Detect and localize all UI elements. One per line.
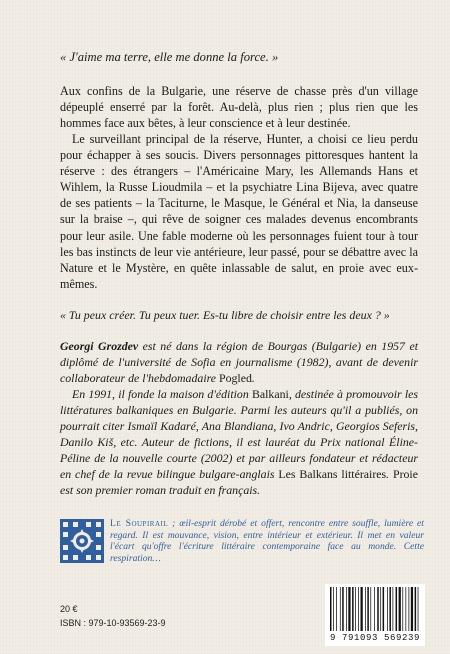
bio-text: est né dans la région de Bourgas (Bulgarie) en 1957 et diplômé de l'université de Sofia en journalisme (1982), avant de devenir collaborateur de l'hebdomadaire xyxy=(60,339,418,385)
summary-paragraph-2: Le surveillant principal de la réserve, Hunter, a choisi ce lieu perdu pour échapper à ses soucis. Divers personnages pittoresques hantent la réserve : des étrangers – l'Américaine Mary, les Allemands Hans et Wihlem, la Russe Lioudmila – et la psychiatre Lina Bijeva, avec quatre de ses patients – la Taciturne, le Masque, le Général et Nia, la danseuse sur la braise –, qui rêve de soigner ces malades devenus encombrants pour leur asile. Une fable moderne où les personnages fuient tour à tour les bas instincts de leur vie antérieure, leur passé, pour se débattre avec la Nature et le Mystère, en quête inlassable de salut, en proie avec eux-mêmes. xyxy=(60,132,418,291)
summary-paragraph-1: Aux confins de la Bulgarie, une réserve de chasse près d'un village dépeuplé enserré par la forêt. Au-delà, plus rien ; plus rien que les hommes face aux bêtes, à leur conscience et à leur destinée. xyxy=(60,84,418,131)
barcode-number: 9 791093 569239 xyxy=(329,633,420,643)
bio-text: . xyxy=(251,370,255,385)
magazine-name: Pogled xyxy=(219,370,252,385)
publisher-name: Balkani xyxy=(251,386,289,401)
bio-text: , destinée à promouvoir les littératures balkaniques en Bulgarie. Parmi les auteurs qu'il a publiés, on pourrait citer Ismaïl Kadaré, Ana Blandiana, Ivo Andric, Georgios Seferis, Danilo Kiš, etc. Auteur de fictions, il est lauréat du Prix national Éline-Péline de la nouvelle courte (2002) et par ailleurs fondateur et rédacteur en chef de la revue bilingue bulgare-anglais xyxy=(60,386,418,481)
barcode-bars-icon xyxy=(329,587,421,633)
isbn-label: ISBN : 979-10-93569-23-9 xyxy=(60,618,166,628)
author-name: Georgi Grozdev xyxy=(60,339,139,353)
author-biography xyxy=(60,339,418,499)
review-name: Les Balkans littéraires xyxy=(278,466,387,481)
novel-title: Proie xyxy=(392,466,418,481)
publisher-blurb-body: ; œil-esprit dérobé et offert, rencontre entre souffle, lumière et regard. Il est mouvance, vision, entre intérieur et extérieur. Il met en valeur l'écart qu'offre l'écriture littéraire contemporaine face au monde. Cette respiration… xyxy=(110,518,424,564)
bio-text: . xyxy=(386,466,393,481)
bio-paragraph-1 xyxy=(60,339,418,387)
publisher-blurb xyxy=(60,518,424,564)
barcode xyxy=(325,584,425,646)
epigraph-quote: « J'aime ma terre, elle me donne la force. » xyxy=(60,50,279,64)
publisher-blurb-name: Le Soupirail xyxy=(110,518,169,529)
bio-text: En 1991, il fonde la maison d'édition xyxy=(72,386,252,401)
price-label: 20 € xyxy=(60,604,78,614)
bio-text: est son premier roman traduit en français. xyxy=(60,482,261,497)
middle-quote: « Tu peux créer. Tu peux tuer. Es-tu libre de choisir entre les deux ? » xyxy=(60,308,390,322)
publisher-logo-icon xyxy=(60,519,104,563)
bio-paragraph-2 xyxy=(60,387,418,499)
publisher-blurb-text xyxy=(110,518,424,564)
